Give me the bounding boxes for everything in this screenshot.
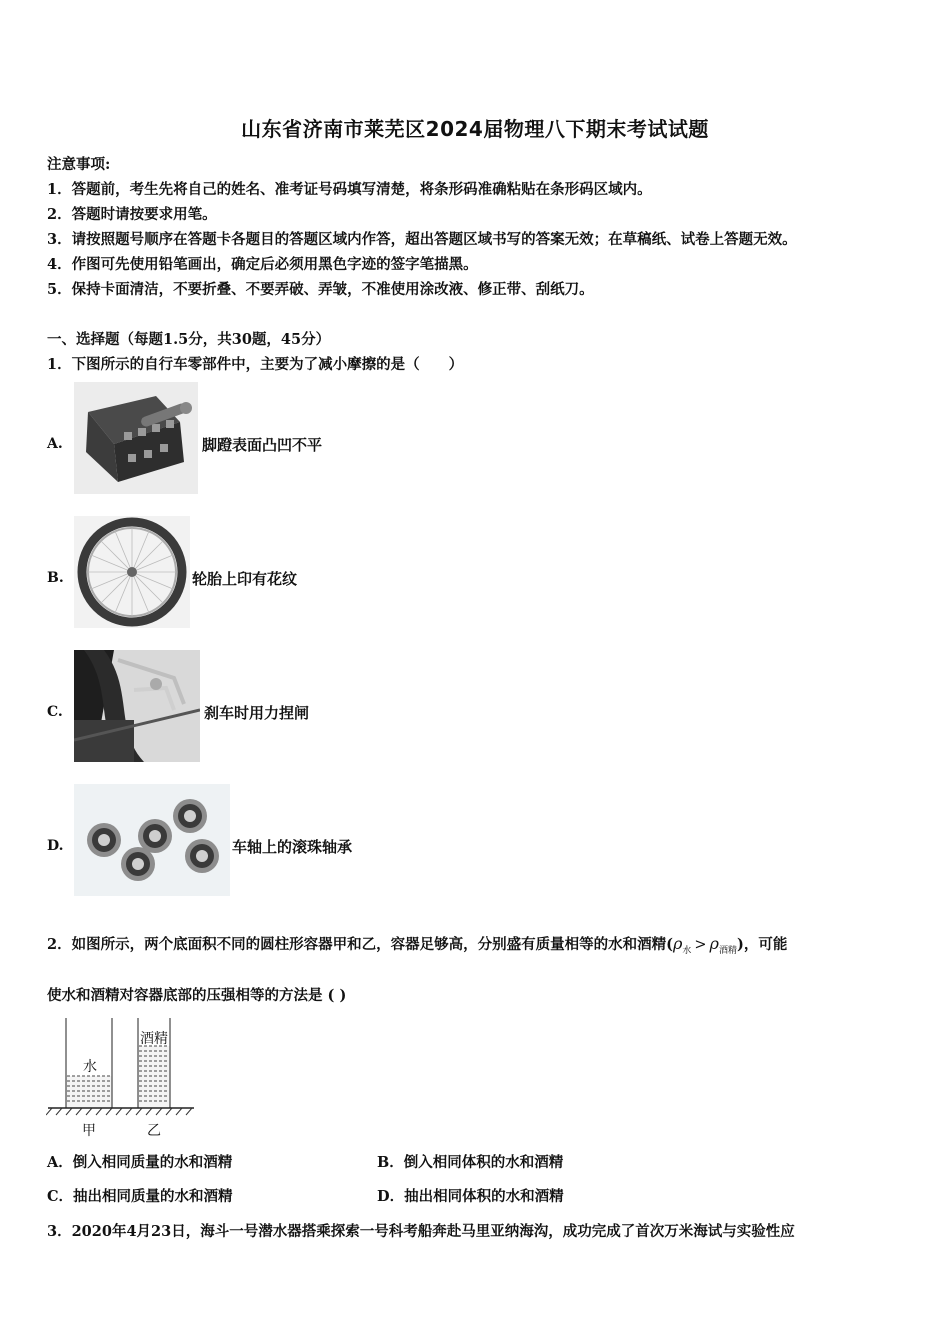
label-water: 水 bbox=[83, 1059, 97, 1075]
containers-figure bbox=[46, 1016, 196, 1140]
notice-item: 4．作图可先使用铅笔画出，确定后必须用黑色字迹的签字笔描黑。 bbox=[47, 256, 478, 273]
q1-option-c-letter: C. bbox=[47, 704, 63, 720]
q2-option-d-text: 抽出相同体积的水和酒精 bbox=[404, 1188, 564, 1205]
question-2-stem bbox=[47, 933, 787, 956]
q1-option-a-text: 脚蹬表面凸凹不平 bbox=[202, 436, 323, 454]
q2-option-c-text: 抽出相同质量的水和酒精 bbox=[73, 1188, 233, 1205]
question-2-stem-line2: 使水和酒精对容器底部的压强相等的方法是 ( ) bbox=[47, 987, 347, 1004]
q1-option-b-letter: B. bbox=[47, 570, 64, 586]
label-container-yi: 乙 bbox=[147, 1123, 161, 1139]
q2-option-b-text: 倒入相同体积的水和酒精 bbox=[403, 1154, 564, 1171]
bicycle-pedal-image bbox=[74, 382, 198, 494]
q2-stem-part2: )，可能 bbox=[736, 936, 788, 953]
q2-option-b bbox=[377, 1151, 563, 1172]
bicycle-wheel-image bbox=[74, 516, 190, 628]
q2-option-d-letter: D． bbox=[377, 1188, 405, 1205]
notice-item: 3．请按照题号顺序在答题卡各题目的答题区域内作答，超出答题区域书写的答案无效；在草稿纸、试卷上答题无效。 bbox=[47, 231, 797, 248]
ball-bearings-image bbox=[74, 784, 230, 896]
q1-option-d-letter: D. bbox=[47, 838, 64, 854]
q1-option-b-text: 轮胎上印有花纹 bbox=[192, 570, 298, 588]
q1-option-a-letter: A. bbox=[47, 436, 63, 452]
notice-item: 5．保持卡面清洁，不要折叠、不要弄破、弄皱，不准使用涂改液、修正带、刮纸刀。 bbox=[47, 281, 594, 298]
notice-item: 1．答题前，考生先将自己的姓名、准考证号码填写清楚，将条形码准确粘贴在条形码区域内。 bbox=[47, 181, 652, 198]
q2-option-a-text: 倒入相同质量的水和酒精 bbox=[72, 1154, 233, 1171]
question-1-stem: 1．下图所示的自行车零部件中，主要为了减小摩擦的是（ ） bbox=[47, 356, 464, 373]
section-heading: 一、选择题（每题1.5分，共30题，45分） bbox=[47, 331, 331, 348]
q2-option-b-letter: B． bbox=[377, 1154, 404, 1171]
rho-subscript-alcohol: 酒精 bbox=[718, 945, 737, 956]
q2-option-a-letter: A． bbox=[47, 1154, 73, 1171]
rho-symbol: ρ bbox=[672, 934, 683, 953]
q2-option-c bbox=[47, 1185, 233, 1206]
label-container-jia: 甲 bbox=[82, 1123, 96, 1139]
notice-item: 2．答题时请按要求用笔。 bbox=[47, 206, 217, 223]
q2-option-d bbox=[377, 1185, 564, 1206]
label-alcohol: 酒精 bbox=[140, 1031, 168, 1047]
page-title: 山东省济南市莱芜区2024届物理八下期末考试试题 bbox=[241, 117, 709, 141]
rho-symbol: ρ bbox=[709, 934, 719, 953]
q2-option-a bbox=[47, 1151, 232, 1172]
notice-heading: 注意事项: bbox=[47, 156, 111, 173]
q1-option-d-text: 车轴上的滚珠轴承 bbox=[232, 838, 353, 856]
q2-option-c-letter: C． bbox=[47, 1188, 74, 1205]
bicycle-brake-image bbox=[74, 650, 200, 762]
greater-than-sign: > bbox=[694, 937, 707, 953]
q2-stem-part1: 2．如图所示，两个底面积不同的圆柱形容器甲和乙，容器足够高，分别盛有质量相等的水和酒精( bbox=[47, 936, 673, 953]
q1-option-c-text: 刹车时用力捏闸 bbox=[204, 704, 310, 722]
rho-subscript-water: 水 bbox=[682, 945, 692, 956]
question-3-stem: 3．2020年4月23日，海斗一号潜水器搭乘探索一号科考船奔赴马里亚纳海沟，成功完成了首次万米海试与实验性应 bbox=[47, 1223, 795, 1240]
